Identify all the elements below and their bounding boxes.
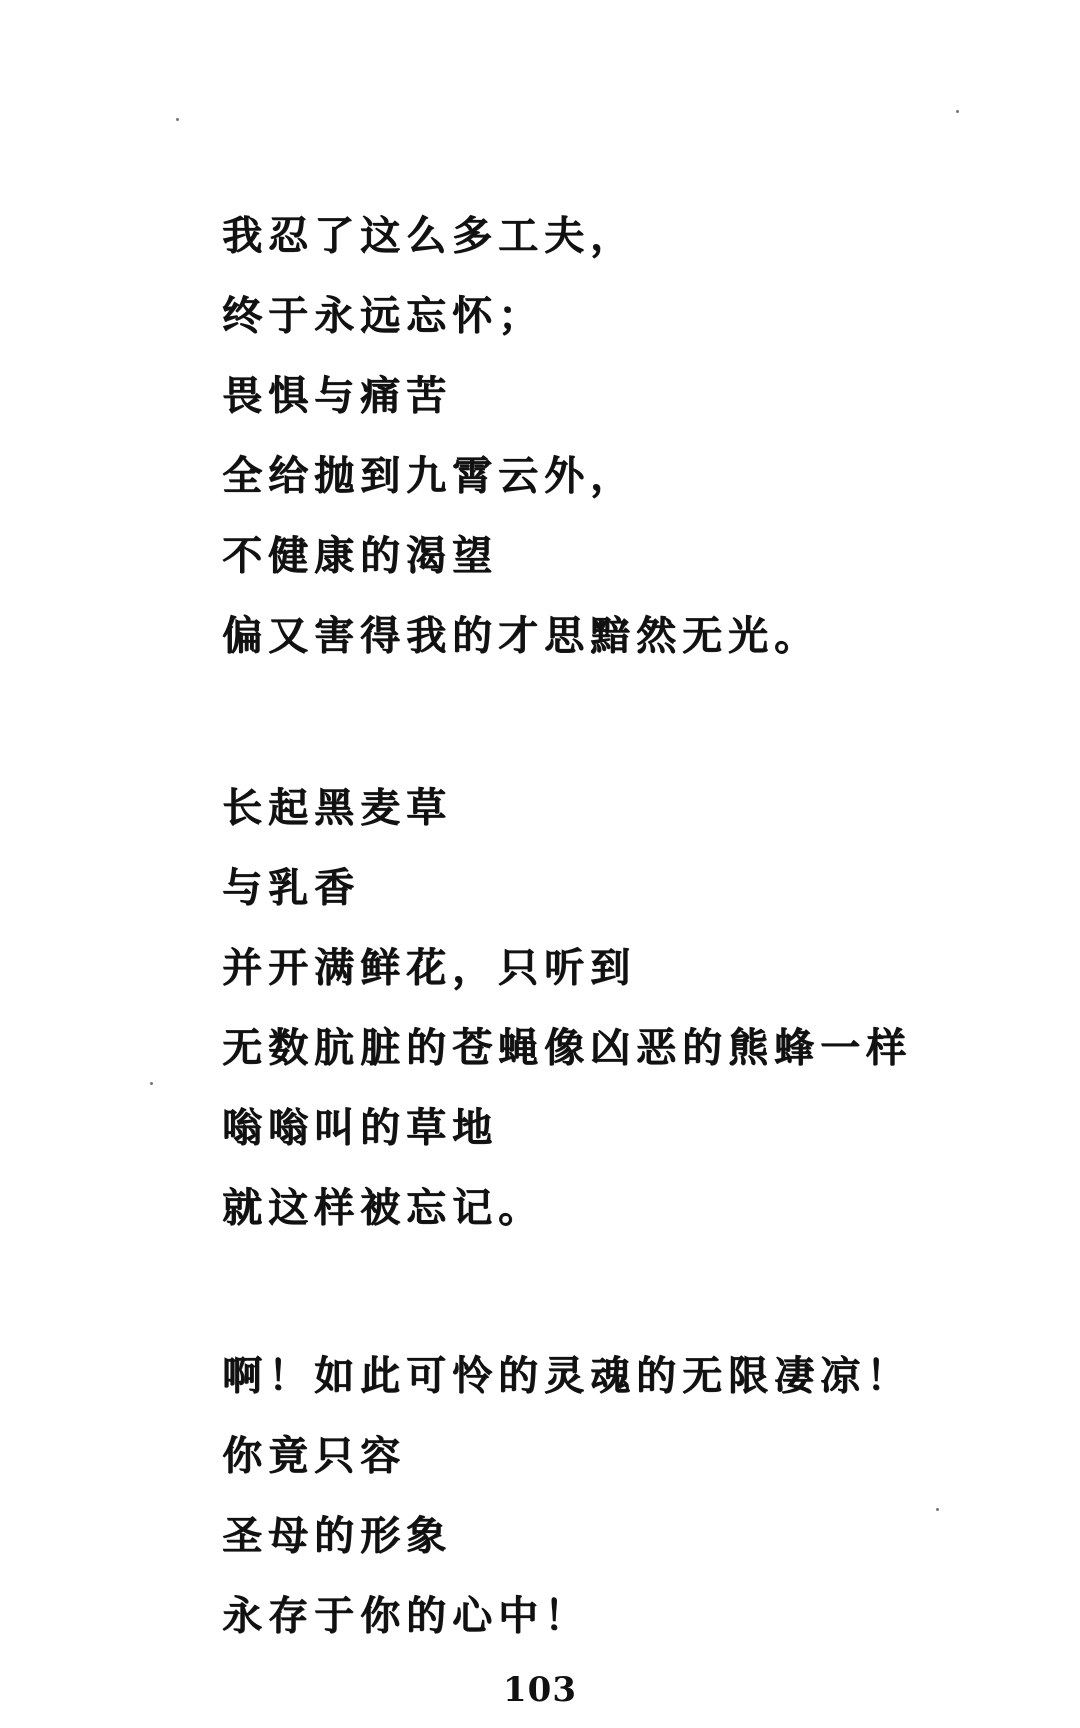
poem-line: 不健康的渴望 xyxy=(222,532,498,579)
poem-line: 终于永远忘怀； xyxy=(222,292,544,339)
stanza-1 xyxy=(222,196,982,676)
bleed-through-text xyxy=(505,140,745,189)
poem-line: 偏又害得我的才思黯然无光。 xyxy=(222,612,820,659)
poem-line: 你竟只容 xyxy=(222,1432,406,1479)
stanza-2 xyxy=(222,768,982,1248)
page-number: 103 xyxy=(503,1670,577,1710)
poem-line: 无数肮脏的苍蝇像凶恶的熊蜂一样 xyxy=(222,1024,912,1071)
poem-line: 圣母的形象 xyxy=(222,1512,452,1559)
poem-line: 全给抛到九霄云外， xyxy=(222,452,636,499)
poem-line: 我忍了这么多工夫， xyxy=(222,212,636,259)
poem-line: 畏惧与痛苦 xyxy=(222,372,452,419)
scan-speck xyxy=(176,118,179,121)
poem-line: 并开满鲜花，只听到 xyxy=(222,944,636,991)
poem-line: 永存于你的心中！ xyxy=(222,1592,590,1639)
scan-speck xyxy=(150,1082,153,1085)
poem-line: 与乳香 xyxy=(222,864,360,911)
stanza-3 xyxy=(222,1336,982,1656)
poem-line: 就这样被忘记。 xyxy=(222,1184,544,1231)
poem-line: 啊！如此可怜的灵魂的无限凄凉！ xyxy=(222,1352,912,1399)
poem-line: 长起黑麦草 xyxy=(222,784,452,831)
poem-line: 嗡嗡叫的草地 xyxy=(222,1104,498,1151)
scan-speck xyxy=(956,110,959,113)
